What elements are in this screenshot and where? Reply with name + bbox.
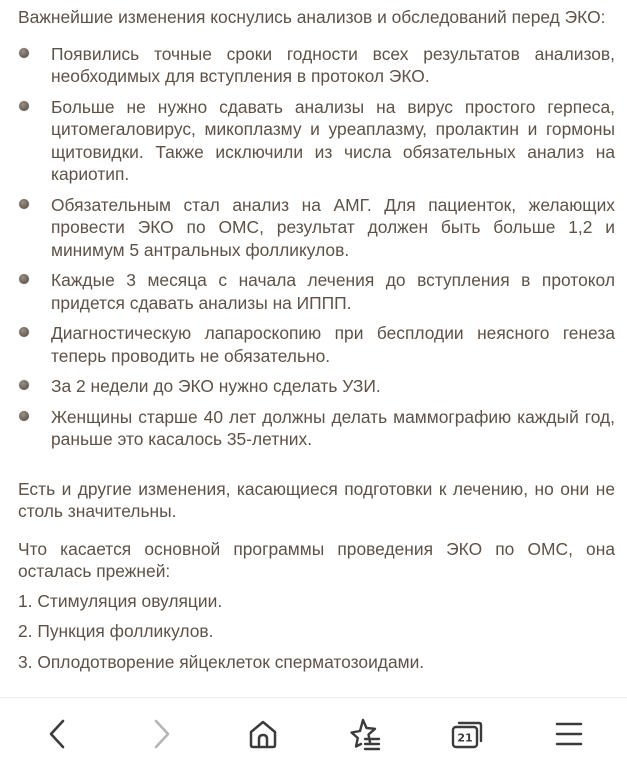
back-button[interactable] bbox=[38, 714, 78, 754]
other-changes-paragraph: Есть и другие изменения, касающиеся подготовки к лечению, но они не столь значительны. bbox=[18, 478, 615, 521]
list-item: За 2 недели до ЭКО нужно сделать УЗИ. bbox=[18, 375, 615, 398]
program-steps-list bbox=[18, 590, 615, 674]
list-item: Больше не нужно сдавать анализы на вирус простого герпеса, цитомегаловирус, микоплазму и уреаплазму, пролактин и гормоны щитовидки. Также исключили из числа обязательных анализ на кариотип. bbox=[18, 96, 615, 186]
forward-button[interactable] bbox=[141, 714, 181, 754]
tab-count: 21 bbox=[457, 731, 473, 745]
list-item: Женщины старше 40 лет должны делать маммографию каждый год, раньше это касалось 35-летних. bbox=[18, 406, 615, 451]
list-item: Каждые 3 месяца с начала лечения до вступления в протокол придется сдавать анализы на ИППП. bbox=[18, 269, 615, 314]
bullet-icon bbox=[19, 327, 29, 337]
list-item: Появились точные сроки годности всех результатов анализов, необходимых для вступления в протокол ЭКО. bbox=[18, 43, 615, 88]
favorites-button[interactable] bbox=[345, 714, 385, 754]
list-item: Обязательным стал анализ на АМГ. Для пациенток, желающих провести ЭКО по ОМС, результат должен быть больше 1,2 и минимум 5 антральных фолликулов. bbox=[18, 194, 615, 262]
list-item: 1. Стимуляция овуляции. bbox=[18, 590, 223, 611]
bullet-icon bbox=[19, 101, 29, 111]
home-icon bbox=[247, 718, 279, 750]
back-arrow-icon bbox=[46, 718, 70, 750]
bullet-icon bbox=[19, 48, 29, 58]
forward-arrow-icon bbox=[149, 718, 173, 750]
bullet-icon bbox=[19, 199, 29, 209]
favorites-star-icon bbox=[348, 717, 382, 751]
list-item: 3. Оплодотворение яйцеклеток сперматозоидами. bbox=[18, 651, 425, 672]
bullet-icon bbox=[19, 274, 29, 284]
browser-bottom-navbar bbox=[0, 698, 627, 770]
intro-paragraph: Важнейшие изменения коснулись анализов и обследований перед ЭКО: bbox=[18, 7, 606, 27]
tabs-icon bbox=[450, 718, 484, 750]
changes-list bbox=[18, 43, 615, 451]
menu-button[interactable] bbox=[549, 714, 589, 754]
menu-icon bbox=[554, 719, 584, 749]
program-paragraph: Что касается основной программы проведения ЭКО по ОМС, она осталась прежней: bbox=[18, 538, 615, 581]
bullet-icon bbox=[19, 411, 29, 421]
tabs-button[interactable] bbox=[447, 714, 487, 754]
list-item: 2. Пункция фолликулов. bbox=[18, 621, 214, 641]
article-content bbox=[18, 6, 615, 681]
bullet-icon bbox=[19, 380, 29, 390]
home-button[interactable] bbox=[243, 714, 283, 754]
list-item: Диагностическую лапароскопию при бесплодии неясного генеза теперь проводить не обязательно. bbox=[18, 322, 615, 367]
